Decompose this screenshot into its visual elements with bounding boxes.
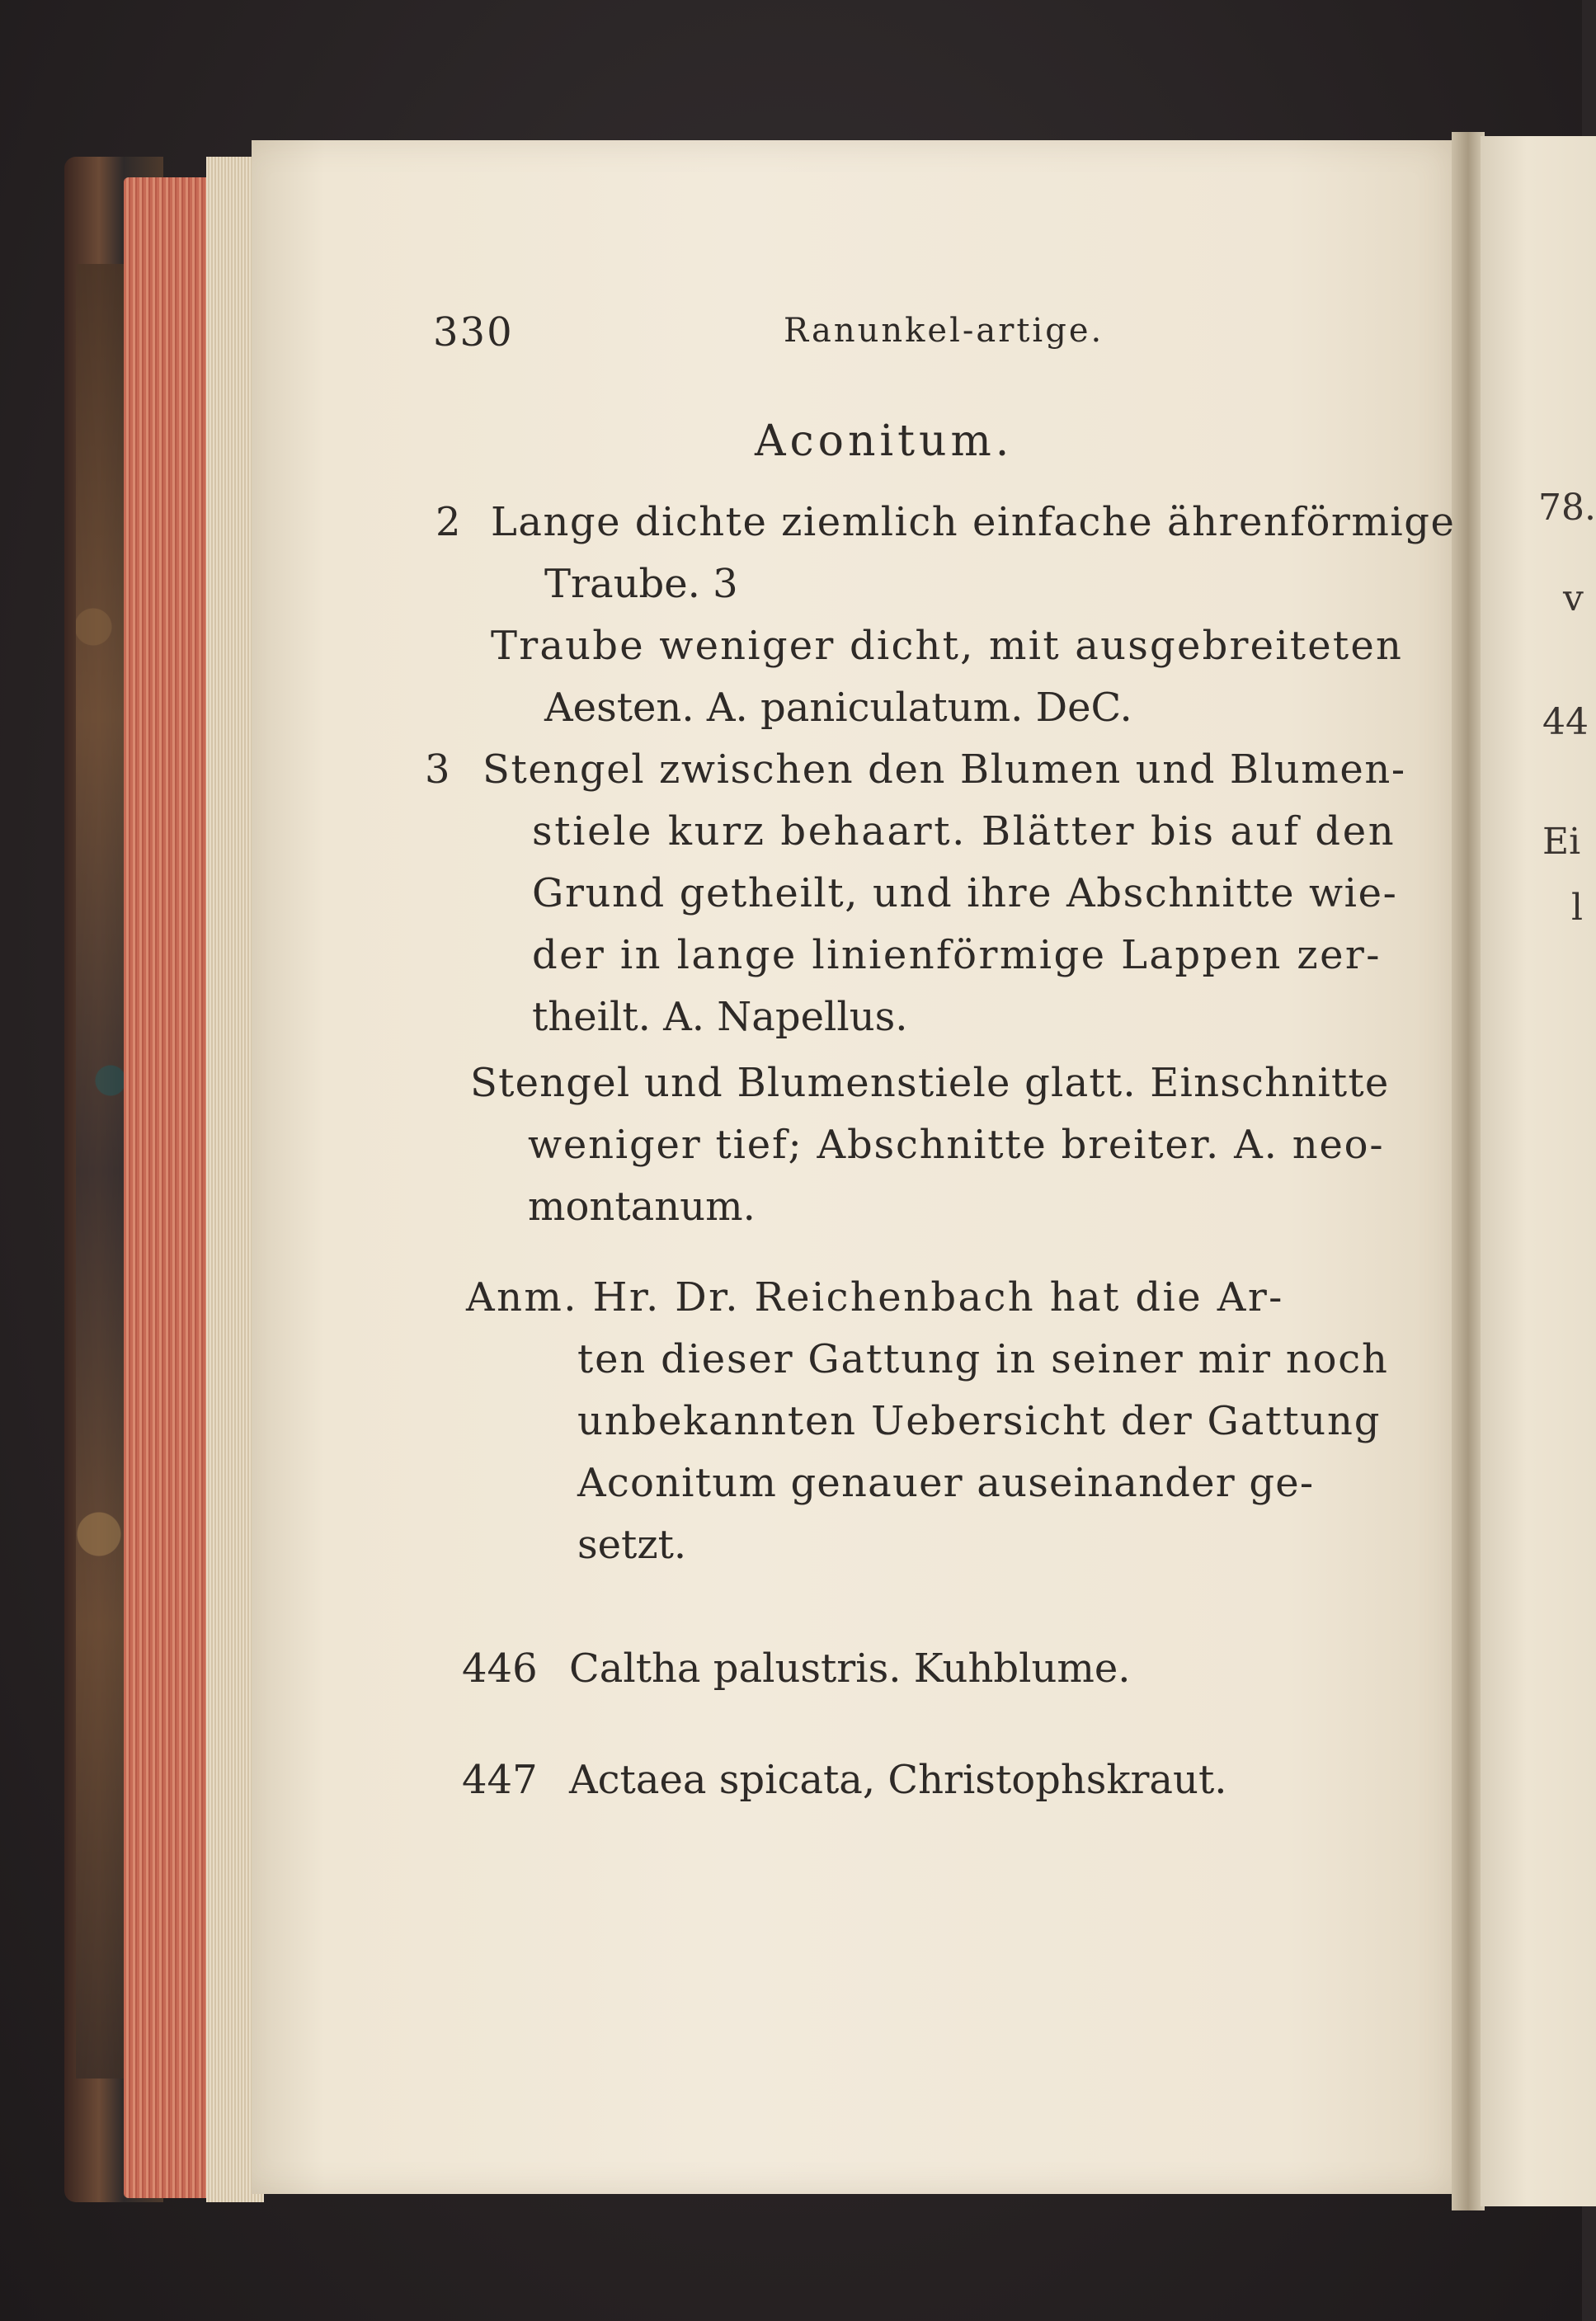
next-page-fragment: Ei: [1542, 821, 1581, 863]
note-line: Anm. Hr. Dr. Reichenbach hat die Ar-: [466, 1274, 1284, 1321]
page-number: 330: [433, 309, 514, 355]
species-text: Caltha palustris. Kuhblume.: [569, 1645, 1131, 1692]
section-title: Aconitum.: [755, 417, 1014, 466]
key-line: der in lange linienförmige Lappen zer-: [532, 932, 1382, 978]
species-text: Actaea spicata, Christophskraut.: [569, 1757, 1227, 1803]
book-gutter: [1452, 132, 1485, 2210]
key-line: Traube. 3: [544, 561, 738, 607]
key-line: weniger tief; Abschnitte breiter. A. neo-: [528, 1122, 1385, 1168]
key-line: Traube weniger dicht, mit ausgebreiteten: [491, 623, 1404, 669]
next-page-fragment: l: [1571, 887, 1584, 929]
running-title: Ranunkel-artige.: [784, 312, 1104, 350]
key-line: montanum.: [528, 1184, 756, 1230]
right-page: [1481, 136, 1596, 2206]
note-line: Aconitum genauer auseinander ge-: [577, 1460, 1315, 1506]
key-line: Aesten. A. paniculatum. DeC.: [544, 685, 1132, 731]
note-line: unbekannten Uebersicht der Gattung: [577, 1398, 1382, 1444]
key-line: stiele kurz behaart. Blätter bis auf den: [532, 808, 1396, 854]
note-line: ten dieser Gattung in seiner mir noch: [577, 1336, 1389, 1382]
key-marker: 3: [425, 746, 450, 793]
key-line: Lange dichte ziemlich einfache ährenförmige: [491, 499, 1456, 545]
note-line: setzt.: [577, 1522, 687, 1568]
next-page-fragment: v: [1563, 577, 1584, 619]
key-line: theilt. A. Napellus.: [532, 994, 908, 1040]
key-line: Stengel und Blumenstiele glatt. Einschnitte: [470, 1060, 1390, 1106]
key-marker: 2: [435, 499, 461, 545]
species-number: 446: [462, 1645, 538, 1692]
key-line: Stengel zwischen den Blumen und Blumen-: [483, 746, 1406, 793]
key-line: Grund getheilt, und ihre Abschnitte wie-: [532, 870, 1398, 916]
next-page-fragment: 78.: [1538, 487, 1596, 529]
species-number: 447: [462, 1757, 538, 1803]
next-page-fragment: 44: [1542, 701, 1589, 743]
